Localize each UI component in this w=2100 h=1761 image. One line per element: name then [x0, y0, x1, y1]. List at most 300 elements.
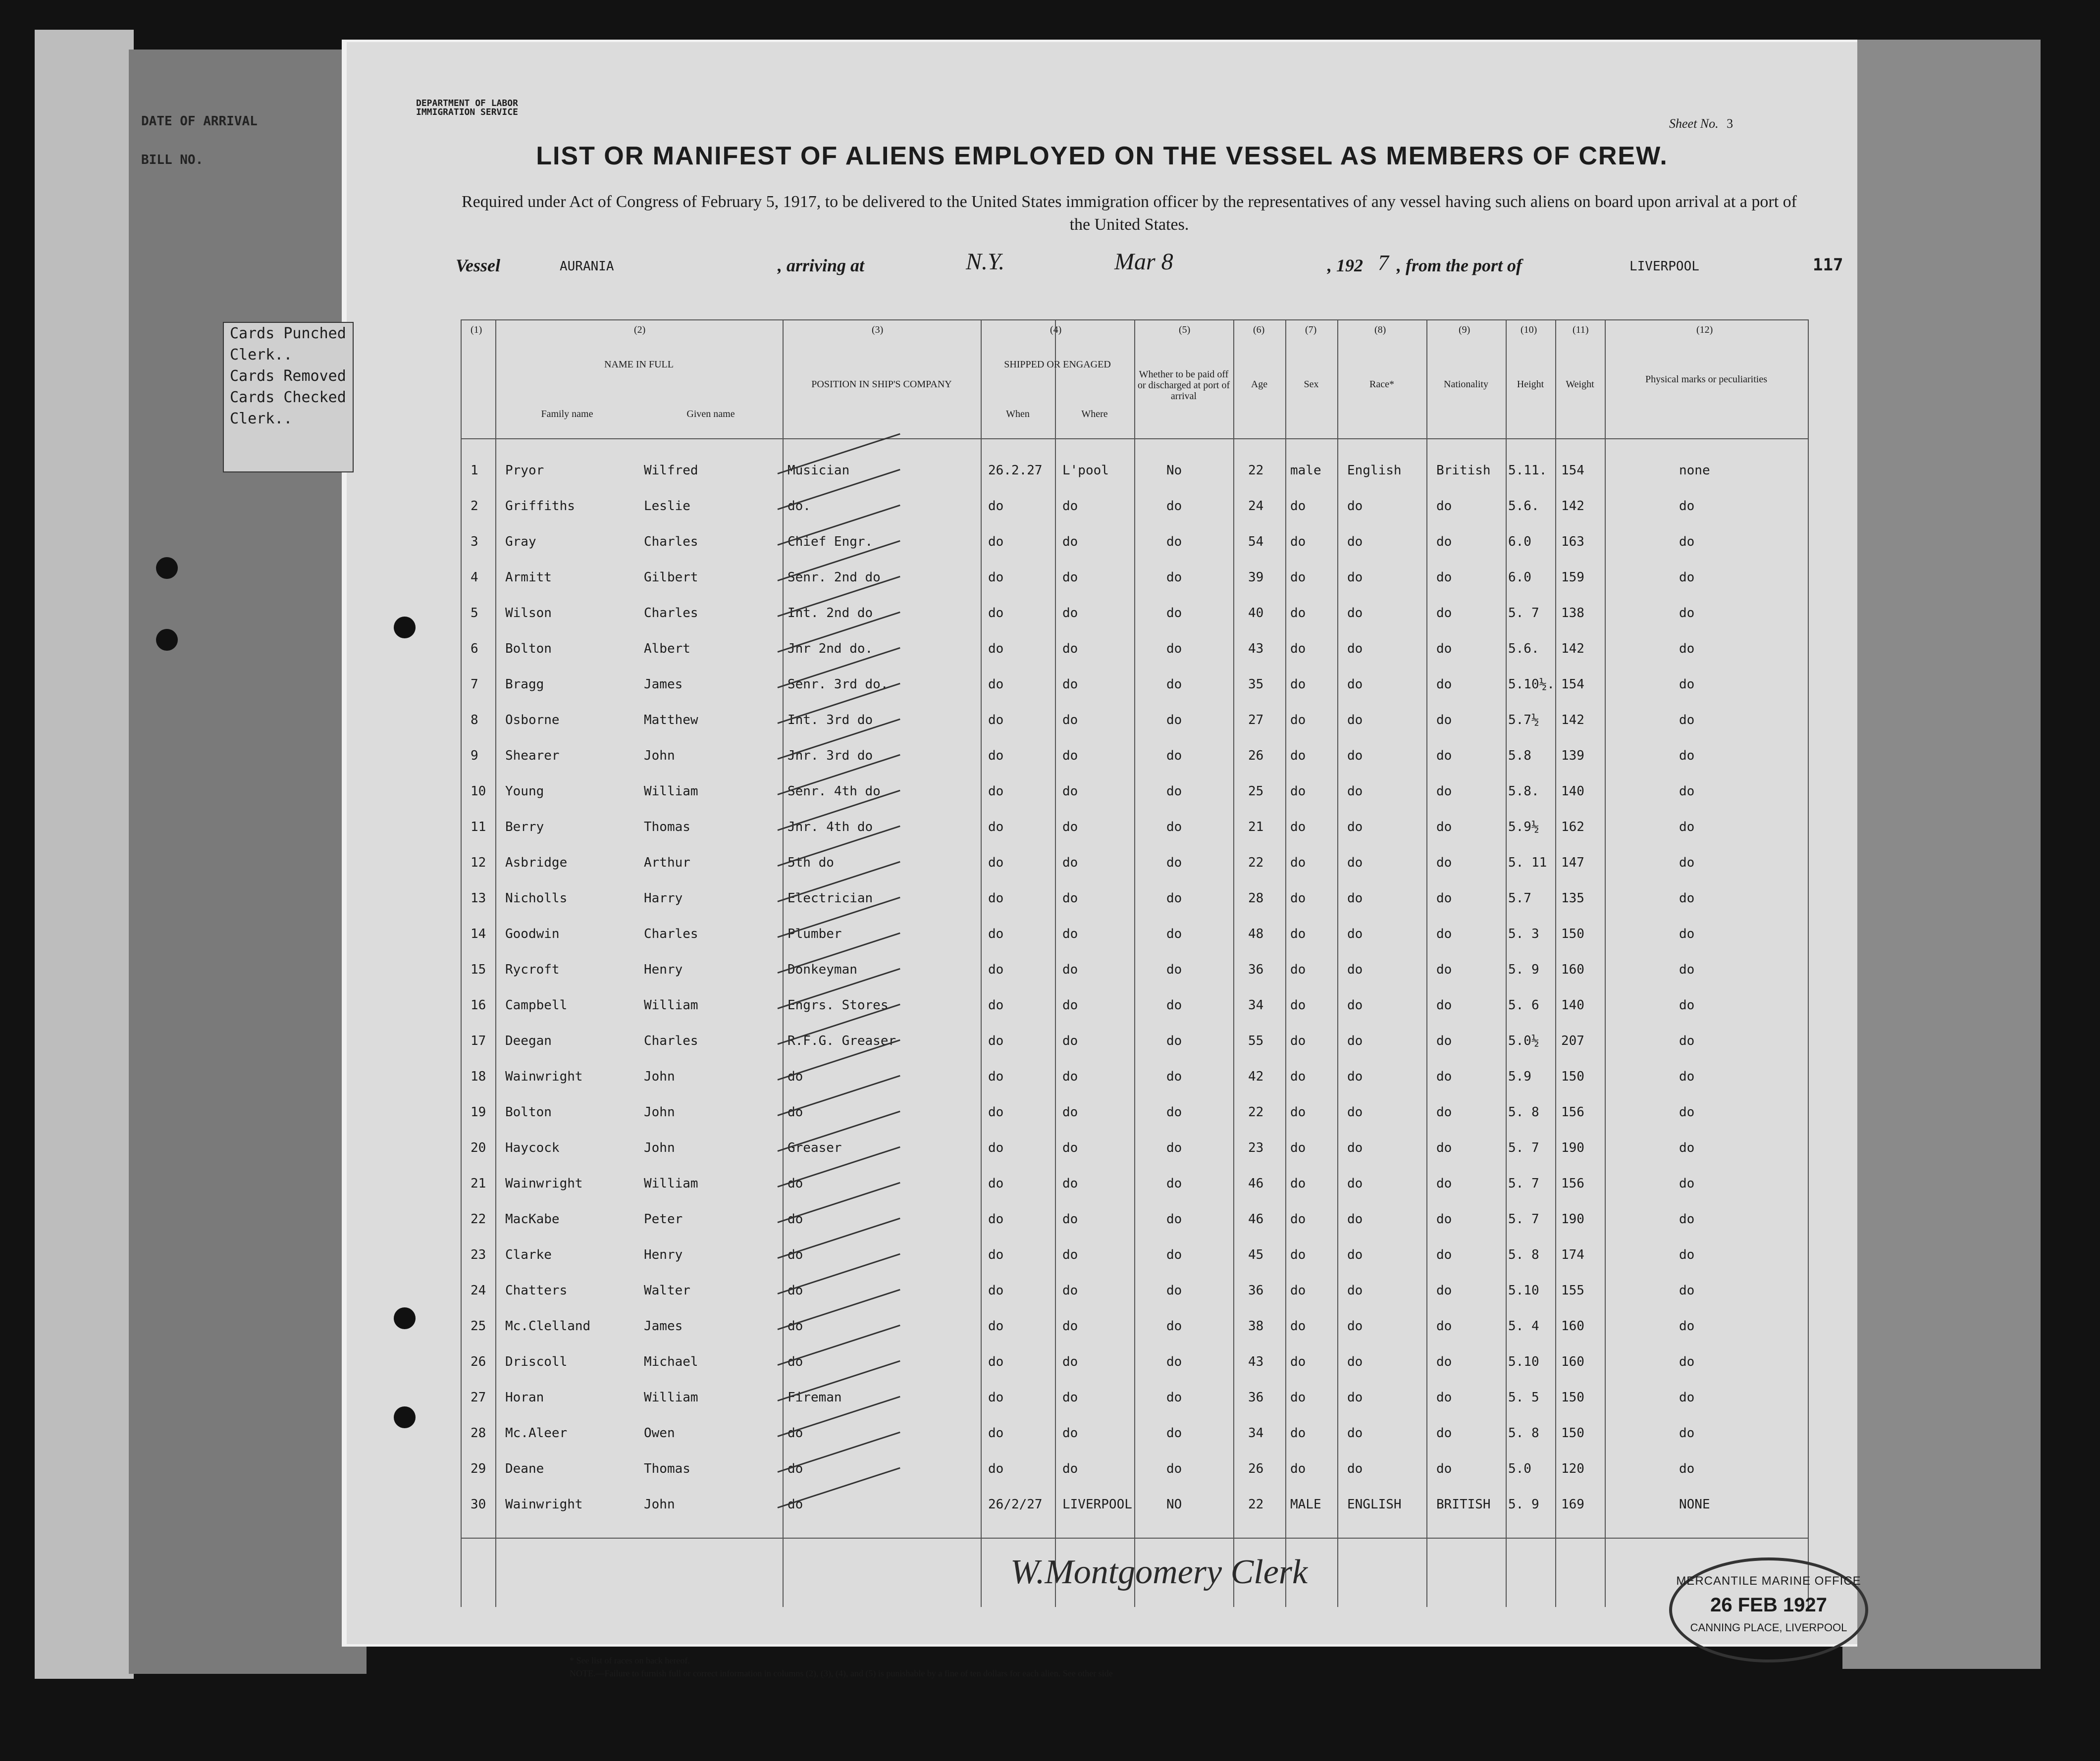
weight: 154 [1561, 463, 1584, 478]
nationality: do [1436, 606, 1452, 621]
shipped-where: do [1062, 1426, 1078, 1441]
given-name: Owen [644, 1426, 675, 1441]
physical-marks: do [1679, 677, 1695, 692]
paid-off: do [1166, 1247, 1182, 1262]
physical-marks: do [1679, 1105, 1695, 1120]
table-row [461, 1069, 1808, 1104]
marks-header: Physical marks or peculiarities [1645, 374, 1768, 385]
position: Senr. 2nd do [788, 570, 881, 585]
shipped-where: do [1062, 1461, 1078, 1476]
punch-hole [394, 1307, 416, 1329]
shipped-where: do [1062, 1390, 1078, 1405]
row-number: 8 [471, 713, 478, 727]
row-number: 18 [471, 1069, 486, 1084]
nationality: do [1436, 891, 1452, 906]
position: Electrician [788, 891, 873, 906]
row-number: 17 [471, 1034, 486, 1048]
row-number: 21 [471, 1176, 486, 1191]
physical-marks: do [1679, 641, 1695, 656]
age: 45 [1248, 1247, 1264, 1262]
position: R.F.G. Greaser [788, 1034, 896, 1048]
sex: MALE [1290, 1497, 1321, 1512]
race: English [1347, 463, 1402, 478]
position: Greaser [788, 1140, 842, 1155]
row-number: 10 [471, 784, 486, 799]
nationality: do [1436, 998, 1452, 1013]
position: Int. 3rd do [788, 713, 873, 727]
table-row [461, 820, 1808, 854]
shipped-when: do [988, 748, 1004, 763]
table-row [461, 1283, 1808, 1318]
nationality: do [1436, 962, 1452, 977]
row-number: 24 [471, 1283, 486, 1298]
family-name: Goodwin [505, 927, 560, 941]
position: do [788, 1212, 803, 1227]
physical-marks: do [1679, 1283, 1695, 1298]
paid-off: do [1166, 1140, 1182, 1155]
shipped-header: SHIPPED OR ENGAGED [1004, 359, 1111, 370]
given-name: Charles [644, 534, 698, 549]
row-number: 27 [471, 1390, 486, 1405]
family-name: Pryor [505, 463, 544, 478]
age: 54 [1248, 534, 1264, 549]
race: do [1347, 677, 1363, 692]
clerk-signature: W.Montgomery Clerk [1010, 1553, 1308, 1591]
crew-table: (1) (2) (3) (4) (5) (6) (7) (8) (9) (10) (11) (12) NAME IN FULL Family name Given name POSITION IN SHIP'S COMPANY SHIPPED OR ENGAGED When Where Whether to be paid off or discharged at port of arrival Age Sex Race* Nationality Height Weight Physical marks or peculiarities 1 Pryor Wilfred Musician 26.2.27 L'pool No 22 male English British 5.11. 154 none 2 Griffiths Leslie do. do do do 24 do do do 5.6. 142 do 3 Gray Charles Chief Engr. do do do 54 do do do 6.0 163 do 4 Armitt Gilbert Senr. 2nd do do do do 39 do do do 6.0 159 do 5 Wilson Charles Int. 2nd do do do do 40 do do do 5. 7 138 do 6 Bolton Albert Jnr 2nd do. do do do 43 do do do 5.6. 142 do 7 Bragg James Senr. 3rd do. do do do 35 do do do 5.10½. 154 do 8 Osborne Matthew Int. 3rd do do do do 27 do do do 5.7½ 142 do 9 Shearer John Jnr. 3rd do do do do 26 do do do 5.8 139 do 10 Young William Senr. 4th do do do do 25 do do do 5.8. 140 do 11 Berry Thomas Jnr. 4th do do do do 21 do do do 5.9½ 162 do 12 Asbridge Arthur 5th do do do do 22 do do do 5. 11 147 do 13 Nicholls Harry Electrician do do do 28 do do do 5.7 135 do 14 Goodwin Charles Plumber do do do 48 do do do 5. 3 150 do 15 Rycroft Henry Donkeyman do do do 36 do do do 5. 9 160 do 16 Campbell William Engrs. Stores do do do 34 do do do 5. 6 140 do 17 Deegan Charles R.F.G. Greaser do do do 55 do do do 5.0½ 207 do 18 Wainwright John do do do do 42 do do do 5.9 150 do 19 Bolton John do do do do 22 do do do 5. 8 156 do 20 Haycock John Greaser do do do 23 do do do 5. 7 190 do 21 Wainwright William do do do do 46 do do do 5. 7 156 do 22 MacKabe Peter do do do do 46 do do do 5. 7 190 do 23 Clarke Henry do do do do 45 do do do 5. 8 174 do 24 Chatters Walter do do do do 36 do do do 5.10 155 do 25 Mc.Clelland James do do do do 38 do do do 5. 4 160 do 26 Driscoll Michael do do do do 43 do do do 5.10 160 do 27 Horan William Fireman do do do 36 do do do 5. 5 150 do 28 Mc.Aleer Owen do do do do 34 do do do 5. 8 150 do 29 Deane Thomas do do do do 26 do do do 5.0 120 do 30 Wainwright John do 26/2/27 LIVERPOOL NO 22 MALE ENGLISH BRITISH 5. 9 169 NONE [461, 319, 1808, 1607]
paid-off: do [1166, 1176, 1182, 1191]
position: Senr. 4th do [788, 784, 881, 799]
height: 6.0 [1508, 570, 1531, 585]
height-header: Height [1517, 379, 1544, 390]
row-number: 2 [471, 499, 478, 514]
table-row [461, 1140, 1808, 1175]
age: 21 [1248, 820, 1264, 834]
family-name: Mc.Clelland [505, 1319, 591, 1334]
table-row [461, 1105, 1808, 1139]
physical-marks: none [1679, 463, 1710, 478]
shipped-when: do [988, 713, 1004, 727]
sex: do [1290, 1390, 1306, 1405]
height: 6.0 [1508, 534, 1531, 549]
height: 5.0 [1508, 1461, 1531, 1476]
shipped-where: LIVERPOOL [1062, 1497, 1132, 1512]
nationality: do [1436, 1176, 1452, 1191]
nationality: do [1436, 784, 1452, 799]
weight: 159 [1561, 570, 1584, 585]
physical-marks: do [1679, 1461, 1695, 1476]
family-name: Berry [505, 820, 544, 834]
family-name: Bolton [505, 641, 552, 656]
family-name: Chatters [505, 1283, 568, 1298]
year-label: , 192 [1327, 256, 1363, 275]
race: do [1347, 748, 1363, 763]
position: do [788, 1426, 803, 1441]
table-row [461, 748, 1808, 783]
race: do [1347, 784, 1363, 799]
age: 26 [1248, 748, 1264, 763]
family-name: MacKabe [505, 1212, 560, 1227]
shipped-when: do [988, 1354, 1004, 1369]
given-name: John [644, 1497, 675, 1512]
nationality: do [1436, 1283, 1452, 1298]
height: 5.6. [1508, 641, 1539, 656]
nationality: do [1436, 1105, 1452, 1120]
given-name: William [644, 998, 698, 1013]
race: do [1347, 891, 1363, 906]
punch-hole [394, 1406, 416, 1428]
physical-marks: do [1679, 820, 1695, 834]
given-name: Matthew [644, 713, 698, 727]
name-in-full-header: NAME IN FULL [604, 359, 674, 370]
age: 34 [1248, 998, 1264, 1013]
age-header: Age [1251, 379, 1268, 390]
shipped-when: do [988, 1283, 1004, 1298]
paid-off: do [1166, 677, 1182, 692]
height: 5.10 [1508, 1283, 1539, 1298]
weight: 147 [1561, 855, 1584, 870]
sex: do [1290, 1140, 1306, 1155]
paid-off: do [1166, 998, 1182, 1013]
where-header: Where [1081, 409, 1108, 419]
row-number: 5 [471, 606, 478, 621]
row-number: 28 [471, 1426, 486, 1441]
next-page-edge [1842, 40, 2041, 1669]
given-name: Wilfred [644, 463, 698, 478]
family-name-header: Family name [541, 409, 593, 419]
row-number: 29 [471, 1461, 486, 1476]
shipped-where: do [1062, 677, 1078, 692]
shipped-when: do [988, 499, 1004, 514]
height: 5. 7 [1508, 1212, 1539, 1227]
weight: 169 [1561, 1497, 1584, 1512]
position: do [788, 1319, 803, 1334]
sex: do [1290, 1283, 1306, 1298]
position: Jnr 2nd do. [788, 641, 873, 656]
given-name: Charles [644, 606, 698, 621]
table-row [461, 1176, 1808, 1211]
position: do [788, 1461, 803, 1476]
height: 5. 8 [1508, 1247, 1539, 1262]
footnotes: * See list of races on back hereof. NOTE.—Failure to furnish full or correct information in columns (2), (3), (4), and (5) is punishable by a fine of ten dollars for each alien. See other side [570, 1656, 1113, 1678]
physical-marks: do [1679, 855, 1695, 870]
shipped-where: do [1062, 713, 1078, 727]
race: do [1347, 962, 1363, 977]
given-name: William [644, 784, 698, 799]
position: do [788, 1176, 803, 1191]
age: 24 [1248, 499, 1264, 514]
physical-marks: do [1679, 1212, 1695, 1227]
age: 46 [1248, 1176, 1264, 1191]
height: 5.0½ [1508, 1034, 1539, 1048]
previous-page-edge [35, 30, 134, 1679]
physical-marks: do [1679, 1247, 1695, 1262]
given-name: John [644, 748, 675, 763]
age: 34 [1248, 1426, 1264, 1441]
sex: do [1290, 891, 1306, 906]
shipped-where: do [1062, 962, 1078, 977]
shipped-when: do [988, 1319, 1004, 1334]
given-name: James [644, 1319, 683, 1334]
table-row [461, 641, 1808, 676]
list-number: 117 [1813, 255, 1843, 275]
shipped-where: do [1062, 1069, 1078, 1084]
paid-off: do [1166, 1426, 1182, 1441]
given-name: John [644, 1069, 675, 1084]
shipped-when: do [988, 855, 1004, 870]
height: 5. 5 [1508, 1390, 1539, 1405]
table-row [461, 1426, 1808, 1460]
shipped-when: do [988, 1140, 1004, 1155]
physical-marks: do [1679, 927, 1695, 941]
race: do [1347, 641, 1363, 656]
height: 5.8. [1508, 784, 1539, 799]
shipped-where: do [1062, 534, 1078, 549]
age: 43 [1248, 1354, 1264, 1369]
table-row [461, 606, 1808, 640]
given-name: John [644, 1140, 675, 1155]
physical-marks: do [1679, 891, 1695, 906]
row-number: 9 [471, 748, 478, 763]
table-row [461, 855, 1808, 890]
weight: 156 [1561, 1105, 1584, 1120]
table-row [461, 927, 1808, 961]
table-row [461, 713, 1808, 747]
family-name: Griffiths [505, 499, 575, 514]
shipped-when: do [988, 1212, 1004, 1227]
sex: do [1290, 534, 1306, 549]
race: do [1347, 1426, 1363, 1441]
weight: 150 [1561, 1069, 1584, 1084]
vessel-name: AURANIA [560, 259, 614, 274]
family-name: Rycroft [505, 962, 560, 977]
row-number: 22 [471, 1212, 486, 1227]
shipped-when: do [988, 606, 1004, 621]
row-number: 6 [471, 641, 478, 656]
race: do [1347, 1105, 1363, 1120]
weight: 207 [1561, 1034, 1584, 1048]
paid-off: NO [1166, 1497, 1182, 1512]
position: Jnr. 4th do [788, 820, 873, 834]
shipped-where: do [1062, 499, 1078, 514]
shipped-when: do [988, 677, 1004, 692]
shipped-when: 26/2/27 [988, 1497, 1043, 1512]
weight: 156 [1561, 1176, 1584, 1191]
weight: 160 [1561, 1354, 1584, 1369]
height: 5. 9 [1508, 1497, 1539, 1512]
physical-marks: do [1679, 1069, 1695, 1084]
family-name: Gray [505, 534, 536, 549]
table-row [461, 1497, 1808, 1532]
height: 5. 9 [1508, 962, 1539, 977]
race: do [1347, 998, 1363, 1013]
height: 5.9 [1508, 1069, 1531, 1084]
age: 39 [1248, 570, 1264, 585]
shipped-when: do [988, 570, 1004, 585]
physical-marks: do [1679, 1390, 1695, 1405]
sex: do [1290, 748, 1306, 763]
age: 27 [1248, 713, 1264, 727]
sex: do [1290, 1426, 1306, 1441]
shipped-when: do [988, 641, 1004, 656]
age: 36 [1248, 962, 1264, 977]
weight: 150 [1561, 1390, 1584, 1405]
nationality: do [1436, 820, 1452, 834]
punch-hole [394, 617, 416, 638]
paid-off: No [1166, 463, 1182, 478]
weight: 174 [1561, 1247, 1584, 1262]
height: 5.7½ [1508, 713, 1539, 727]
height: 5.11. [1508, 463, 1547, 478]
shipped-where: do [1062, 1105, 1078, 1120]
physical-marks: do [1679, 570, 1695, 585]
age: 23 [1248, 1140, 1264, 1155]
position: Donkeyman [788, 962, 857, 977]
race: do [1347, 1176, 1363, 1191]
table-row [461, 534, 1808, 569]
paid-off: do [1166, 1390, 1182, 1405]
shipped-when: do [988, 891, 1004, 906]
weight: 160 [1561, 962, 1584, 977]
physical-marks: do [1679, 962, 1695, 977]
shipped-where: do [1062, 998, 1078, 1013]
shipped-when: do [988, 962, 1004, 977]
given-name: Peter [644, 1212, 683, 1227]
sex: do [1290, 1069, 1306, 1084]
height: 5. 7 [1508, 1176, 1539, 1191]
row-number: 25 [471, 1319, 486, 1334]
nationality: do [1436, 570, 1452, 585]
nationality: do [1436, 748, 1452, 763]
table-row [461, 1390, 1808, 1425]
shipped-where: L'pool [1062, 463, 1109, 478]
height: 5. 4 [1508, 1319, 1539, 1334]
given-name: William [644, 1176, 698, 1191]
weight: 135 [1561, 891, 1584, 906]
shipped-where: do [1062, 748, 1078, 763]
age: 28 [1248, 891, 1264, 906]
shipped-when: do [988, 1247, 1004, 1262]
height: 5. 3 [1508, 927, 1539, 941]
given-name: Walter [644, 1283, 690, 1298]
page-subtitle: Required under Act of Congress of February 5, 1917, to be delivered to the United States immigration officer by the representatives of any vessel having such aliens on board upon arrival at a port of the United States. [462, 193, 1797, 234]
weight: 138 [1561, 606, 1584, 621]
table-row [461, 463, 1808, 498]
race: do [1347, 606, 1363, 621]
table-row [461, 998, 1808, 1033]
family-name: Campbell [505, 998, 568, 1013]
shipped-where: do [1062, 606, 1078, 621]
mercantile-marine-stamp: MERCANTILE MARINE OFFICE 26 FEB 1927 CANNING PLACE, LIVERPOOL [1669, 1557, 1868, 1662]
height: 5.7 [1508, 891, 1531, 906]
shipped-where: do [1062, 927, 1078, 941]
row-number: 13 [471, 891, 486, 906]
position: do [788, 1105, 803, 1120]
arriving-port-handwritten: N.Y. [966, 249, 1005, 275]
nationality-header: Nationality [1444, 379, 1488, 390]
height: 5. 7 [1508, 606, 1539, 621]
weight: 162 [1561, 820, 1584, 834]
race: do [1347, 1283, 1363, 1298]
race: do [1347, 820, 1363, 834]
race: ENGLISH [1347, 1497, 1402, 1512]
age: 42 [1248, 1069, 1264, 1084]
paid-off: do [1166, 1034, 1182, 1048]
weight: 160 [1561, 1319, 1584, 1334]
sex: do [1290, 677, 1306, 692]
shipped-when: do [988, 1034, 1004, 1048]
paid-off: do [1166, 1354, 1182, 1369]
age: 46 [1248, 1212, 1264, 1227]
race: do [1347, 1069, 1363, 1084]
shipped-where: do [1062, 1034, 1078, 1048]
race: do [1347, 927, 1363, 941]
table-row [461, 1319, 1808, 1353]
department-header: DEPARTMENT OF LABOR IMMIGRATION SERVICE [416, 98, 518, 117]
shipped-where: do [1062, 641, 1078, 656]
given-name: Henry [644, 962, 683, 977]
position: do [788, 1247, 803, 1262]
given-name: Leslie [644, 499, 690, 514]
nationality: do [1436, 1140, 1452, 1155]
race: do [1347, 1212, 1363, 1227]
race: do [1347, 1461, 1363, 1476]
family-name: Wainwright [505, 1069, 583, 1084]
shipped-where: do [1062, 1319, 1078, 1334]
given-name: Gilbert [644, 570, 698, 585]
row-number: 3 [471, 534, 478, 549]
weight: 154 [1561, 677, 1584, 692]
position: Int. 2nd do [788, 606, 873, 621]
nationality: do [1436, 677, 1452, 692]
row-number: 30 [471, 1497, 486, 1512]
race: do [1347, 570, 1363, 585]
given-name: Michael [644, 1354, 698, 1369]
family-name: Wainwright [505, 1176, 583, 1191]
shipped-where: do [1062, 820, 1078, 834]
family-name: Haycock [505, 1140, 560, 1155]
table-row [461, 499, 1808, 533]
table-row [461, 784, 1808, 819]
position: 5th do [788, 855, 834, 870]
vessel-label: Vessel [456, 256, 500, 275]
table-row [461, 962, 1808, 997]
page-title: LIST OR MANIFEST OF ALIENS EMPLOYED ON THE VESSEL AS MEMBERS OF CREW. [536, 142, 1668, 170]
nationality: do [1436, 713, 1452, 727]
shipped-where: do [1062, 784, 1078, 799]
shipped-when: do [988, 1176, 1004, 1191]
row-number: 16 [471, 998, 486, 1013]
paid-off: do [1166, 962, 1182, 977]
paid-off: do [1166, 499, 1182, 514]
arriving-label: , arriving at [778, 256, 865, 275]
nationality: do [1436, 1461, 1452, 1476]
paid-off: do [1166, 606, 1182, 621]
vessel-line [456, 249, 1843, 280]
sex: do [1290, 1212, 1306, 1227]
table-row [461, 891, 1808, 926]
age: 36 [1248, 1283, 1264, 1298]
shipped-where: do [1062, 1283, 1078, 1298]
family-name: Shearer [505, 748, 560, 763]
weight: 139 [1561, 748, 1584, 763]
row-number: 11 [471, 820, 486, 834]
shipped-when: do [988, 784, 1004, 799]
paid-off: do [1166, 534, 1182, 549]
shipped-where: do [1062, 891, 1078, 906]
table-row [461, 677, 1808, 712]
punch-hole [156, 557, 178, 579]
paid-off: do [1166, 1319, 1182, 1334]
